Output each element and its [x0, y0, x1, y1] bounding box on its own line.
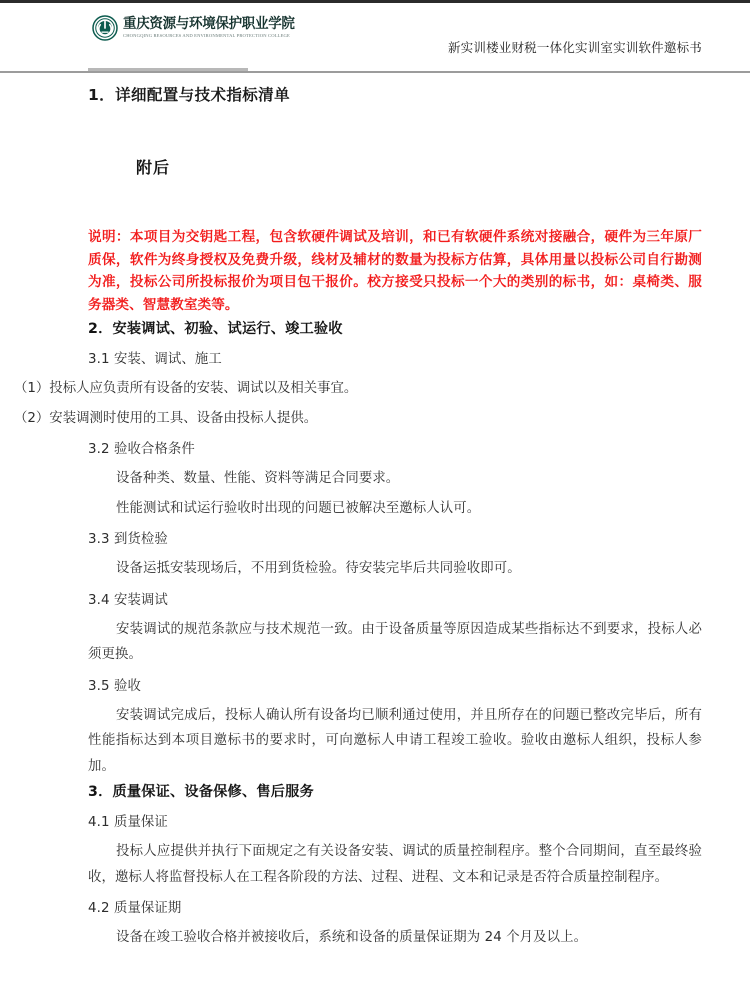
- subsection-3-3-paragraph-1: 设备运抵安装现场后，不用到货检验。待安装完毕后共同验收即可。: [116, 561, 521, 576]
- subsection-3-5-paragraph-1: 安装调试完成后，投标人确认所有设备均已顺利通过使用，并且所存在的问题已整改完毕后，所有性能指标达到本项目邀标书的要求时，可向邀标人申请工程竣工验收。验收由邀标人组织，投标人参加。: [88, 707, 702, 774]
- red-notice-paragraph: 说明：本项目为交钥匙工程，包含软硬件调试及培训，和已有软硬件系统对接融合，硬件为三年原厂质保，软件为终身授权及免费升级，线材及辅材的数量为投标方估算，具体用量以投标公司自行勘测为准，投标公司所投标报价为项目包干报价。校方接受只投标一个大的类别的标书，如：桌椅类、服务器类、智慧教室类等。: [88, 229, 702, 313]
- section-1-heading: 1．详细配置与技术指标清单: [88, 86, 290, 104]
- subsection-3-3-heading: 3.3 到货检验: [88, 532, 168, 547]
- subsection-3-2-heading: 3.2 验收合格条件: [88, 442, 195, 457]
- college-emblem-icon: [92, 15, 118, 41]
- subsection-4-2-heading: 4.2 质量保证期: [88, 901, 182, 916]
- attachment-note: 附后: [136, 158, 171, 177]
- subsection-3-1-item-1: （1）投标人应负责所有设备的安装、调试以及相关事宜。: [14, 381, 358, 396]
- logo-english-name: CHONGQING RESOURCES AND ENVIRONMENTAL PROTECTION COLLEGE: [123, 32, 290, 38]
- subsection-4-2-paragraph-1: 设备在竣工验收合格并被接收后，系统和设备的质量保证期为 24 个月及以上。: [116, 930, 588, 945]
- subsection-4-1-paragraph-1: 投标人应提供并执行下面规定之有关设备安装、调试的质量控制程序。整个合同期间，直至最终验收，邀标人将监督投标人在工程各阶段的方法、过程、进程、文本和记录是否符合质量控制程序。: [88, 844, 702, 885]
- subsection-3-2-paragraph-1: 设备种类、数量、性能、资料等满足合同要求。: [116, 471, 400, 486]
- logo-chinese-name: 重庆资源与环境保护职业学院: [123, 15, 295, 33]
- logo-text-group: [123, 15, 295, 39]
- subsection-3-1-heading: 3.1 安装、调试、施工: [88, 352, 222, 367]
- subsection-3-5-heading: 3.5 验收: [88, 678, 141, 694]
- subsection-3-2-paragraph-2: 性能测试和试运行验收时出现的问题已被解决至邀标人认可。: [116, 500, 481, 516]
- section-3-heading: 3．质量保证、设备保修、售后服务: [88, 784, 314, 800]
- subsection-4-1-heading: 4.1 质量保证: [88, 815, 168, 830]
- section-2-heading: 2．安装调试、初验、试运行、竣工验收: [88, 321, 343, 337]
- header-document-title: 新实训楼业财税一体化实训室实训软件邀标书: [447, 40, 702, 55]
- document-body: [0, 65, 750, 951]
- subsection-3-4-paragraph-1: 安装调试的规范条款应与技术规范一致。由于设备质量等原因造成某些指标达不到要求，投标人必须更换。: [88, 621, 702, 662]
- page-header: [0, 15, 750, 59]
- institution-logo: [92, 15, 295, 41]
- subsection-3-4-heading: 3.4 安装调试: [88, 592, 168, 608]
- subsection-3-1-item-2: （2）安装调测时使用的工具、设备由投标人提供。: [14, 410, 318, 426]
